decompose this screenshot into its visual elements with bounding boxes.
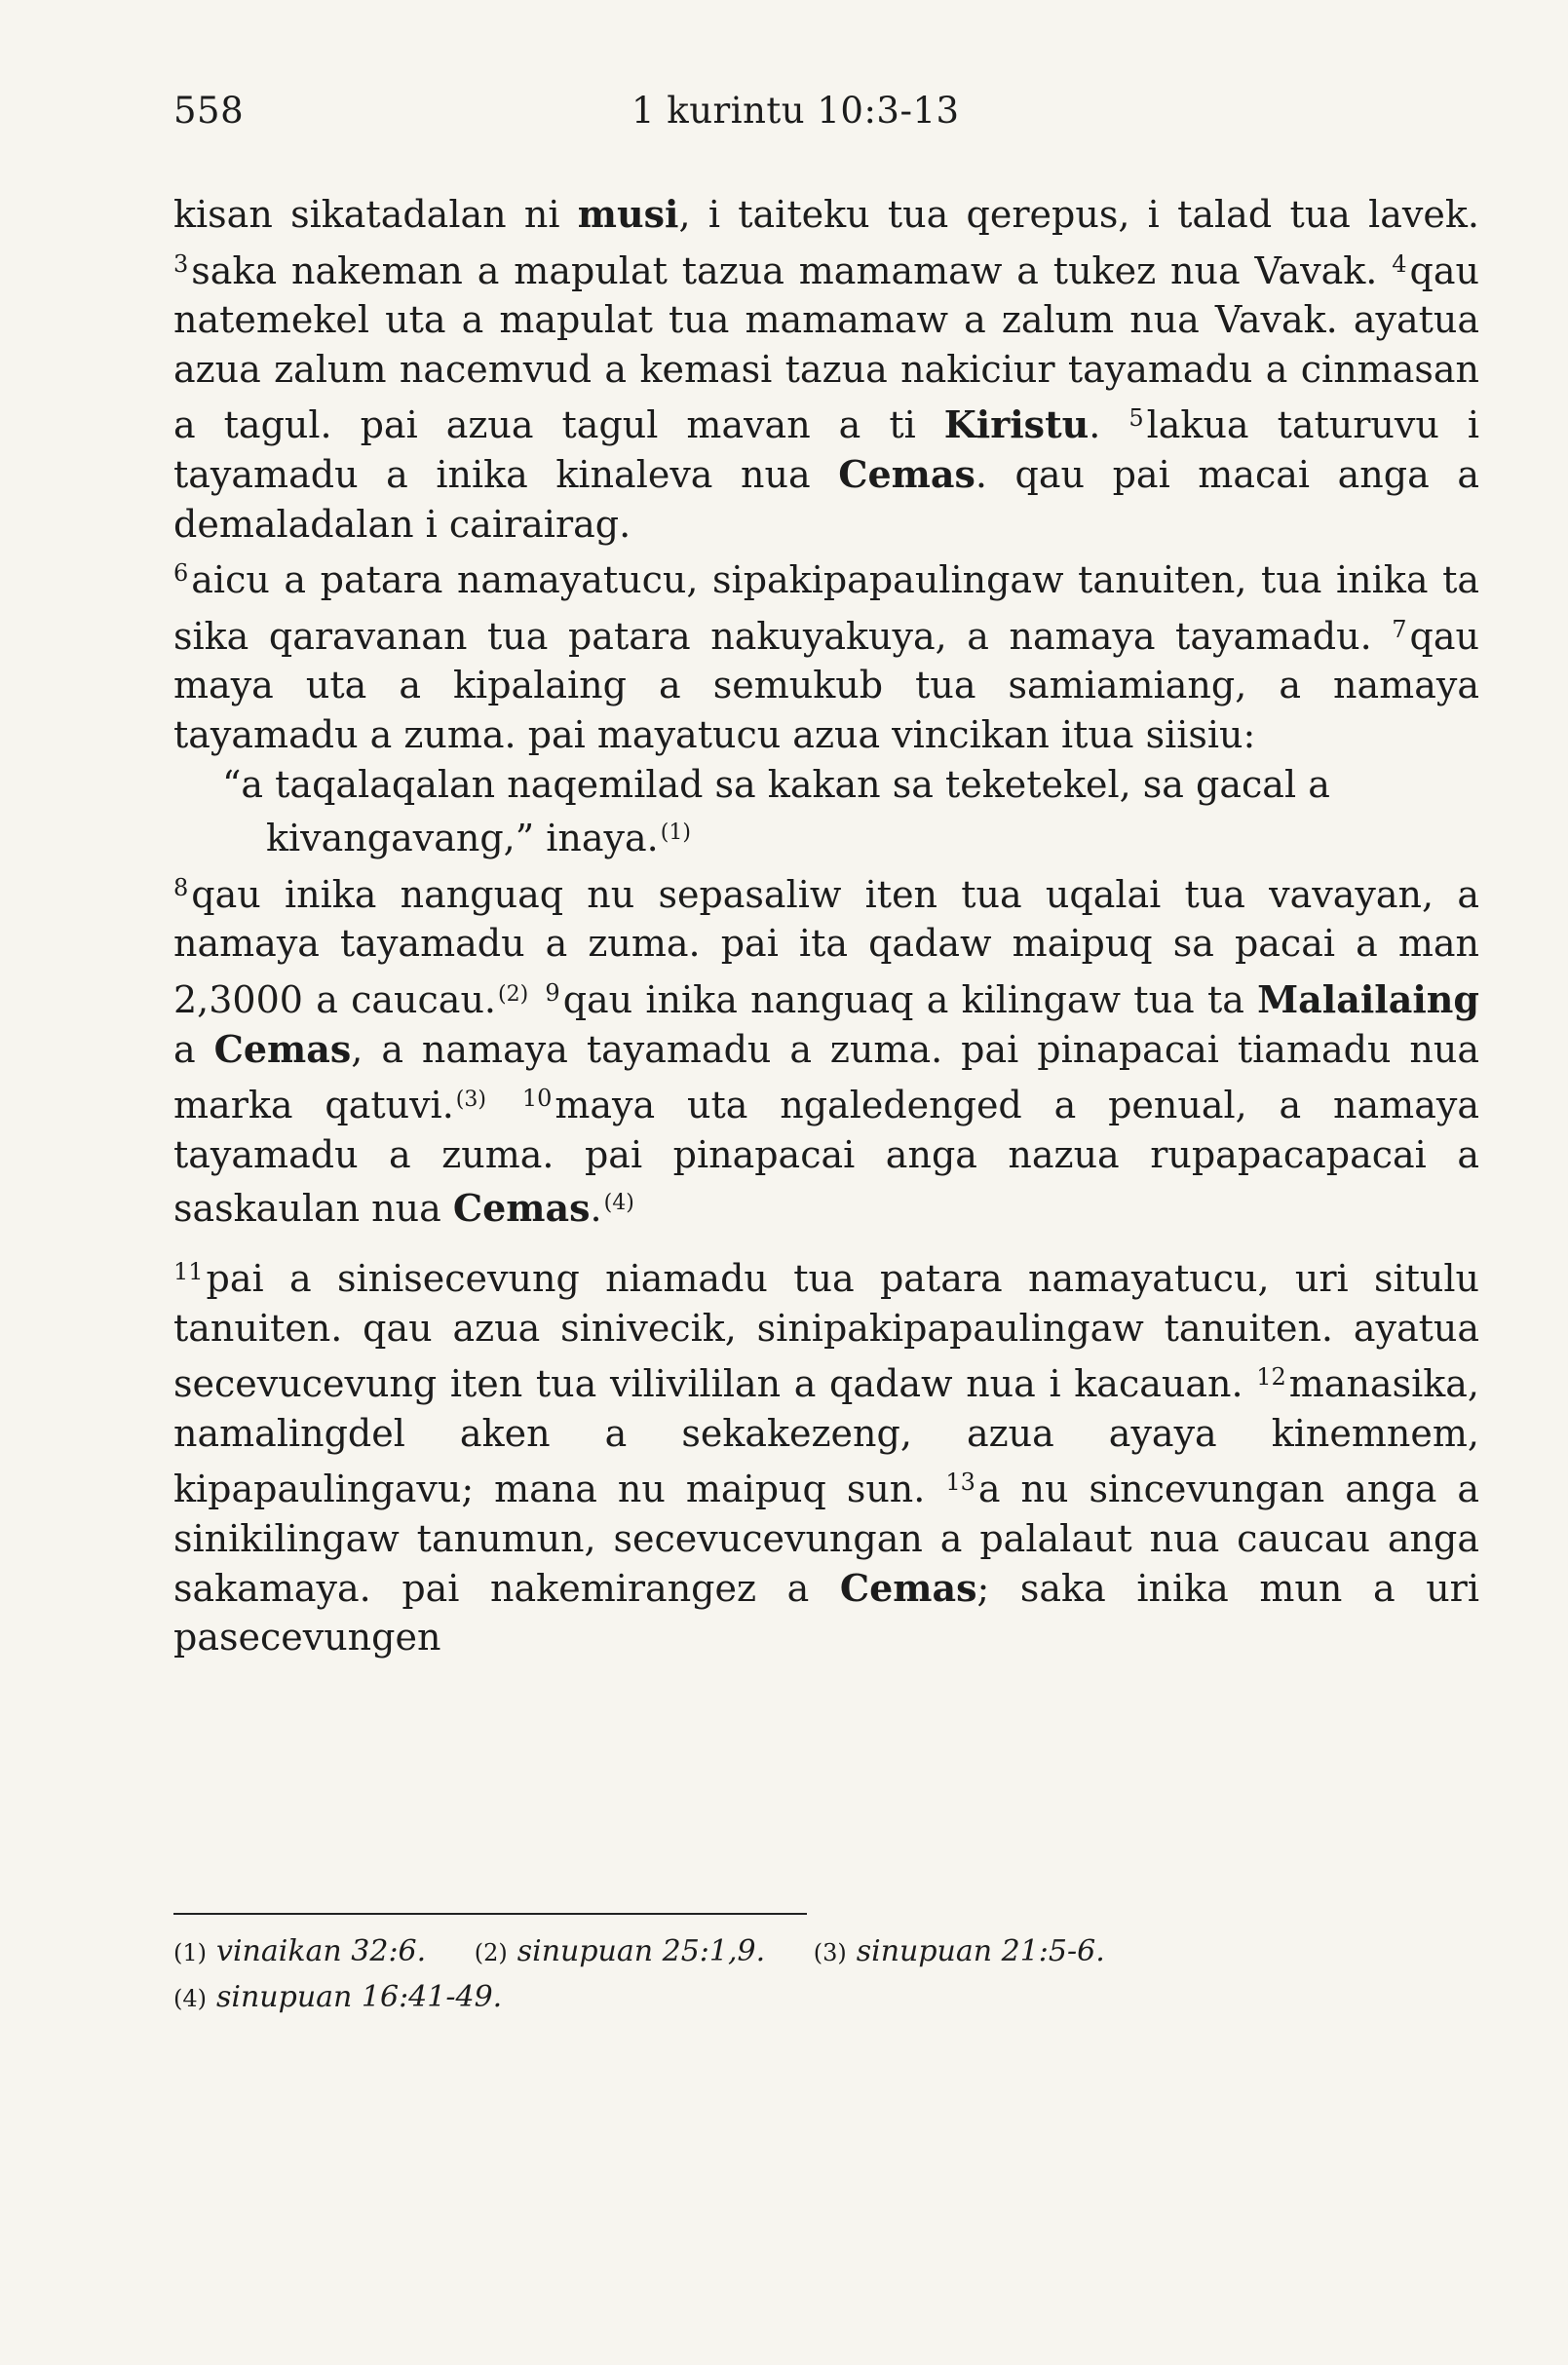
text-run: manasika, namalingdel aken a sekakezeng, azua ayaya kinemnem, kipapaulingavu; mana nu maipuq sun. [173, 1362, 1479, 1511]
footnote-text: vinaikan 32:6. [216, 1934, 427, 1968]
footnote-text: sinupuan 21:5-6. [856, 1934, 1105, 1968]
paragraph-4 [173, 1247, 1479, 1662]
paragraph-3 [173, 863, 1479, 1234]
body-text [173, 190, 1479, 1662]
footnote-ref[interactable]: (2) [498, 981, 529, 1007]
text-run: ; saka inika mun a uri pasecevungen [173, 1566, 1479, 1659]
text-run: saka nakeman a mapulat tazua mamamaw a tukez nua Vavak. [191, 248, 1393, 292]
bold-term: Malailaing [1257, 977, 1479, 1021]
footnote-row-1 [173, 1929, 1479, 1975]
text-run: qau inika nanguaq nu sepasaliw iten tua uqalai tua vavayan, a namaya tayamadu a zuma. pai ita qadaw maipuq sa pacai a man 2,3000 a caucau. [173, 872, 1479, 1021]
text-run: , i taiteku tua qerepus, i talad tua lavek. [678, 193, 1479, 236]
footnote-mark: (4) [173, 1985, 207, 2012]
verse-number: 10 [521, 1085, 553, 1113]
footnote-ref[interactable]: (1) [660, 820, 691, 846]
text-run: qau maya uta a kipalaing a semukub tua samiamiang, a namaya tayamadu a zuma. pai mayatucu azua vincikan itua siisiu: [173, 614, 1479, 756]
footnotes [173, 1929, 1479, 2021]
verse-number: 3 [173, 249, 189, 278]
text-run: . [1089, 403, 1129, 447]
page-number: 558 [173, 90, 245, 132]
footnote-mark: (2) [474, 1939, 508, 1966]
quote-line-2 [173, 809, 1479, 863]
chapter-reference: 1 kurintu 10:3-13 [631, 90, 960, 132]
bold-term: Cemas [839, 1565, 977, 1610]
footnote-text: sinupuan 16:41-49. [216, 1980, 503, 2014]
footnote-item [814, 1934, 1144, 1968]
footnote-text: sinupuan 25:1,9. [516, 1934, 766, 1968]
footnote-ref[interactable]: (3) [455, 1087, 486, 1113]
footnote-ref[interactable]: (4) [603, 1191, 634, 1216]
text-run: . [590, 1187, 602, 1231]
quote-line-1: “a taqalaqalan naqemilad sa kakan sa teketekel, sa gacal a [222, 762, 1330, 806]
footnote-mark: (1) [173, 1939, 207, 1966]
text-run: , a namaya tayamadu a zuma. pai pinapacai tiamadu nua marka qatuvi. [173, 1027, 1480, 1127]
paragraph-2 [173, 549, 1479, 759]
bold-term: Cemas [452, 1186, 591, 1231]
bold-term: Cemas [838, 451, 975, 496]
verse-number: 5 [1128, 404, 1144, 433]
paragraph-1 [173, 190, 1479, 549]
text-run: kivangavang,” inaya. [266, 817, 659, 860]
verse-number: 13 [945, 1469, 975, 1497]
footnote-item [173, 1980, 541, 2014]
text-run: lakua taturuvu i tayamadu a inika kinaleva nua [173, 403, 1479, 496]
bold-term: musi [577, 192, 679, 236]
text-run: pai a sinisecevung niamadu tua patara namayatucu, uri situlu tanuiten. qau azua sinivecik, sinipakipapaulingaw tanuiten. ayatua secevucevung iten tua vilivililan a qadaw nua i kacauan. [173, 1257, 1479, 1406]
footnote-item [173, 1934, 465, 1968]
text-run: a nu sincevungan anga a sinikilingaw tanumun, secevucevungan a palalaut nua caucau anga sakamaya. pai nakemirangez a [173, 1468, 1479, 1610]
verse-number: 7 [1392, 615, 1407, 643]
bold-term: Kiristu [943, 402, 1090, 447]
text-run: maya uta ngaledenged a penual, a namaya tayamadu a zuma. pai pinapacai anga nazua rupapacapacai a saskaulan nua [173, 1084, 1479, 1231]
verse-number: 6 [173, 559, 189, 588]
verse-number: 12 [1256, 1363, 1286, 1392]
verse-number: 9 [545, 979, 560, 1007]
verse-number: 4 [1392, 249, 1407, 278]
verse-number: 8 [173, 873, 189, 901]
verse-number: 11 [173, 1258, 204, 1286]
text-run: kisan sikatadalan ni [173, 193, 578, 236]
text-run: a [173, 1027, 214, 1071]
footnote-divider [173, 1913, 807, 1915]
text-run: . qau pai macai anga a demaladalan i cairairag. [173, 452, 1479, 546]
text-run: aicu a patara namayatucu, sipakipapaulingaw tanuiten, tua inika ta sika qaravanan tua patara nakuyakuya, a namaya tayamadu. [173, 558, 1479, 658]
text-run: qau inika nanguaq a kilingaw tua ta [562, 978, 1258, 1021]
footnote-row-2 [173, 1975, 1479, 2021]
bold-term: Cemas [213, 1026, 352, 1071]
footnote-item [475, 1934, 804, 1968]
footnote-mark: (3) [813, 1939, 847, 1966]
text-run: qau natemekel uta a mapulat tua mamamaw a zalum nua Vavak. ayatua azua zalum nacemvud a kemasi tazua nakiciur tayamadu a cinmasan a tagul. pai azua tagul mavan a ti [173, 248, 1479, 447]
